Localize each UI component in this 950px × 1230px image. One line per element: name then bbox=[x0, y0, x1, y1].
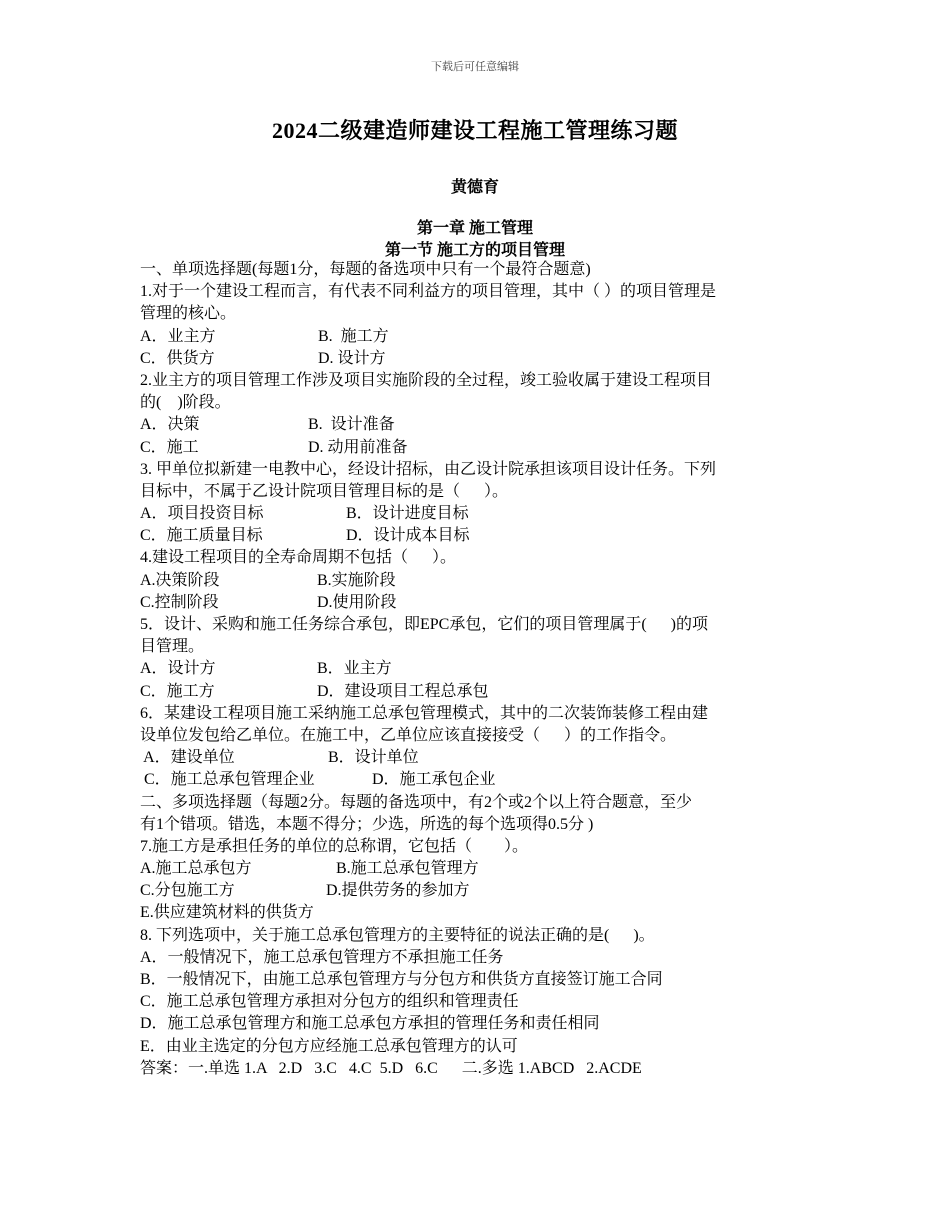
q7-options-row1 bbox=[140, 858, 820, 880]
q8-option-b: B．一般情况下，由施工总承包管理方与分包方和供货方直接签订施工合同 bbox=[140, 971, 663, 988]
q3-stem-line2: 目标中，不属于乙设计院项目管理目标的是（ ）。 bbox=[140, 482, 509, 500]
q8-option-e: E．由业主选定的分包方应经施工总承包管理方的认可 bbox=[140, 1037, 518, 1055]
document-body bbox=[140, 259, 820, 1080]
q2-option-d: D. 动用前准备 bbox=[308, 438, 408, 456]
q7-option-c: C.分包施工方 bbox=[140, 882, 235, 900]
q8-option-a: A．一般情况下，施工总承包管理方不承担施工任务 bbox=[140, 948, 504, 966]
q8-option-c: C．施工总承包管理方承担对分包方的组织和管理责任 bbox=[140, 993, 519, 1011]
q5-options-row2 bbox=[140, 681, 820, 703]
q2-option-a: A．决策 bbox=[140, 416, 200, 434]
q3-option-b: B．设计进度目标 bbox=[346, 505, 469, 523]
q2-stem-line2: 的( )阶段。 bbox=[140, 394, 231, 412]
part1-heading: 一、单项选择题(每题1分，每题的备选项中只有一个最符合题意) bbox=[140, 261, 591, 278]
q2-option-b: B. 设计准备 bbox=[308, 416, 395, 434]
q5-option-d: D．建设项目工程总承包 bbox=[317, 682, 489, 700]
q5-option-b: B．业主方 bbox=[317, 660, 392, 678]
document-title: 2024二级建造师建设工程施工管理练习题 bbox=[271, 118, 678, 143]
q4-option-d: D.使用阶段 bbox=[317, 593, 397, 611]
section-heading: 第一节 施工方的项目管理 bbox=[384, 242, 565, 259]
q5-options-row1 bbox=[140, 658, 820, 680]
q1-option-d: D. 设计方 bbox=[318, 349, 386, 367]
q5-stem-line2: 目管理。 bbox=[140, 638, 205, 656]
q1-options-row1 bbox=[140, 326, 820, 348]
q6-option-d: D．施工承包企业 bbox=[372, 771, 496, 789]
q2-option-c: C．施工 bbox=[140, 438, 199, 456]
q3-option-d: D．设计成本目标 bbox=[346, 527, 470, 545]
q8-option-d: D．施工总承包管理方和施工总承包方承担的管理任务和责任相同 bbox=[140, 1015, 600, 1033]
q5-option-c: C．施工方 bbox=[140, 682, 215, 700]
q7-option-e: E.供应建筑材料的供货方 bbox=[140, 904, 314, 922]
q7-option-d: D.提供劳务的参加方 bbox=[326, 882, 470, 900]
q1-option-c: C．供货方 bbox=[140, 349, 215, 367]
q3-option-c: C．施工质量目标 bbox=[140, 527, 263, 545]
chapter-heading: 第一章 施工管理 bbox=[416, 220, 533, 237]
q7-option-a: A.施工总承包方 bbox=[140, 860, 252, 878]
q4-options-row2 bbox=[140, 592, 820, 614]
q6-options-row1 bbox=[140, 747, 820, 769]
part2-heading-line1: 二、多项选择题（每题2分。每题的备选项中，有2个或2个以上符合题意，至少 bbox=[140, 793, 693, 811]
q3-stem-line1: 3. 甲单位拟新建一电教中心，经设计招标，由乙设计院承担该项目设计任务。下列 bbox=[140, 460, 717, 478]
q4-option-a: A.决策阶段 bbox=[140, 571, 220, 589]
answer-key: 答案：一.单选 1.A 2.D 3.C 4.C 5.D 6.C 二.多选 1.ABCD 2.ACDE bbox=[140, 1059, 642, 1077]
q6-option-b: B．设计单位 bbox=[328, 749, 419, 767]
q3-options-row2 bbox=[140, 525, 820, 547]
header-note: 下载后可任意编辑 bbox=[431, 61, 519, 73]
q3-options-row1 bbox=[140, 503, 820, 525]
q1-option-a: A．业主方 bbox=[140, 327, 216, 345]
q7-stem: 7.施工方是承担任务的单位的总称谓，它包括（ ）。 bbox=[140, 837, 529, 855]
q5-stem-line1: 5．设计、采购和施工任务综合承包，即EPC承包，它们的项目管理属于( )的项 bbox=[140, 616, 709, 633]
q6-stem-line2: 设单位发包给乙单位。在施工中，乙单位应该直接接受（ ）的工作指令。 bbox=[140, 726, 677, 744]
q7-options-row2 bbox=[140, 880, 820, 902]
q1-options-row2 bbox=[140, 348, 820, 370]
q7-option-b: B.施工总承包管理方 bbox=[336, 860, 479, 878]
q1-option-b: B. 施工方 bbox=[318, 327, 389, 345]
part2-heading-line2: 有1个错项。错选，本题不得分；少选，所选的每个选项得0.5分 ) bbox=[140, 815, 594, 833]
q2-options-row1 bbox=[140, 414, 820, 436]
q4-options-row1 bbox=[140, 570, 820, 592]
q4-option-b: B.实施阶段 bbox=[317, 571, 396, 589]
q5-option-a: A．设计方 bbox=[140, 660, 216, 678]
q8-stem: 8. 下列选项中，关于施工总承包管理方的主要特征的说法正确的是( )。 bbox=[140, 926, 655, 944]
q2-stem-line1: 2.业主方的项目管理工作涉及项目实施阶段的全过程，竣工验收属于建设工程项目 bbox=[140, 371, 713, 389]
author-name: 黄德育 bbox=[450, 179, 499, 196]
q4-option-c: C.控制阶段 bbox=[140, 593, 219, 611]
q2-options-row2 bbox=[140, 437, 820, 459]
q6-option-c: C．施工总承包管理企业 bbox=[140, 771, 315, 789]
q1-stem-line1: 1.对于一个建设工程而言，有代表不同利益方的项目管理，其中（ ）的项目管理是 bbox=[140, 283, 717, 301]
q6-option-a: A．建设单位 bbox=[140, 749, 235, 767]
q6-options-row2 bbox=[140, 769, 820, 791]
q1-stem-line2: 管理的核心。 bbox=[140, 305, 237, 323]
q6-stem-line1: 6．某建设工程项目施工采纳施工总承包管理模式，其中的二次装饰装修工程由建 bbox=[140, 704, 709, 722]
q4-stem: 4.建设工程项目的全寿命周期不包括（ ）。 bbox=[140, 549, 457, 567]
q3-option-a: A．项目投资目标 bbox=[140, 505, 264, 523]
